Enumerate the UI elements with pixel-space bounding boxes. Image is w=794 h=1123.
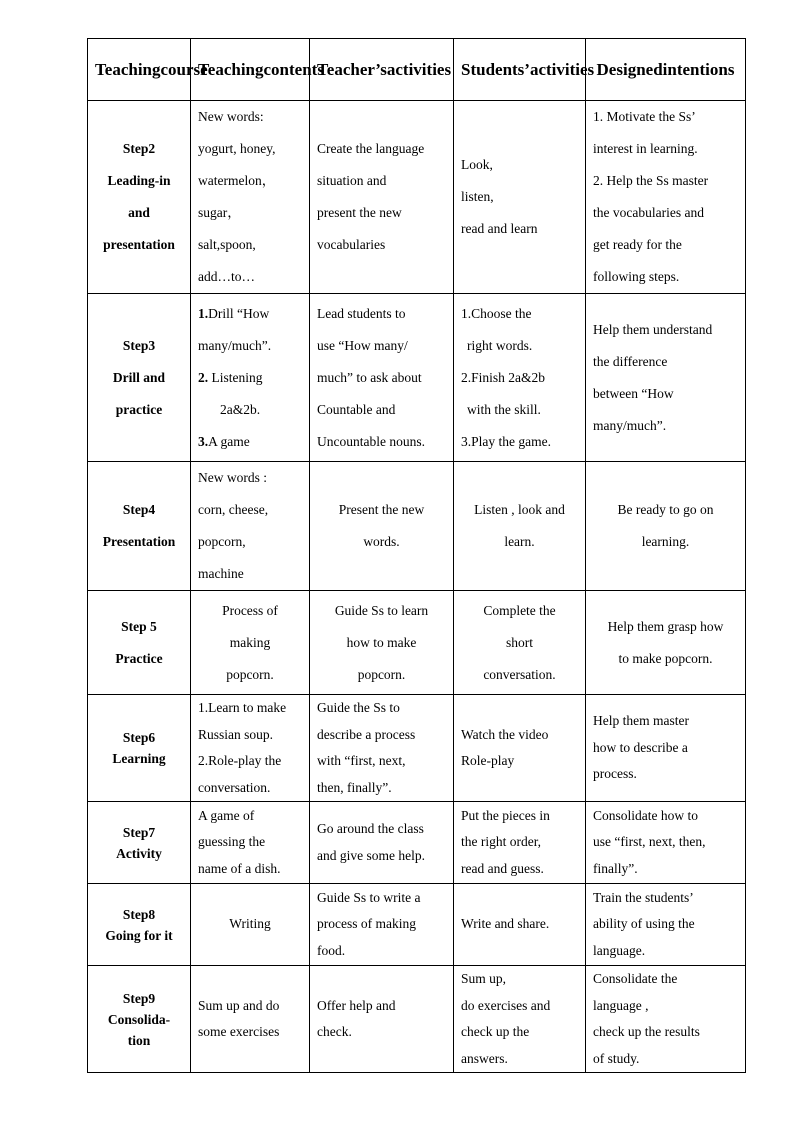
intentions-cell: Help them grasp how to make popcorn. xyxy=(586,591,746,695)
students-cell: Write and share. xyxy=(454,884,586,966)
table-row xyxy=(88,462,746,591)
contents-cell: Process of making popcorn. xyxy=(191,591,310,695)
intentions-cell: Help them understand the difference between “How many/much”. xyxy=(586,294,746,462)
intentions-cell: 1. Motivate the Ss’ interest in learning. 2. Help the Ss master the vocabularies and get ready for the following steps. xyxy=(586,101,746,294)
teacher-cell: Present the new words. xyxy=(310,462,454,591)
header-designed-intentions: Designedintentions xyxy=(586,39,746,101)
students-cell: Watch the video Role-play xyxy=(454,695,586,802)
contents-cell: 1.Drill “How many/much”. 2. Listening 2a&2b. 3.A game xyxy=(191,294,310,462)
table-row xyxy=(88,966,746,1073)
header-students-activities: Students’activities xyxy=(454,39,586,101)
table-row xyxy=(88,101,746,294)
contents-cell: Writing xyxy=(191,884,310,966)
header-row xyxy=(88,39,746,101)
lesson-plan-table xyxy=(87,38,746,1073)
intentions-cell: Train the students’ ability of using the language. xyxy=(586,884,746,966)
course-cell: Step4 Presentation xyxy=(88,462,191,591)
teacher-cell: Guide Ss to learn how to make popcorn. xyxy=(310,591,454,695)
intentions-cell: Consolidate the language , check up the results of study. xyxy=(586,966,746,1073)
course-cell: Step2 Leading-in and presentation xyxy=(88,101,191,294)
teacher-cell: Guide Ss to write a process of making food. xyxy=(310,884,454,966)
header-teaching-contents: Teachingcontents xyxy=(191,39,310,101)
course-cell: Step9 Consolida- tion xyxy=(88,966,191,1073)
table-row xyxy=(88,294,746,462)
teacher-cell: Go around the class and give some help. xyxy=(310,802,454,884)
course-cell: Step6 Learning xyxy=(88,695,191,802)
course-cell: Step7 Activity xyxy=(88,802,191,884)
teacher-cell: Offer help and check. xyxy=(310,966,454,1073)
students-cell: Listen , look and learn. xyxy=(454,462,586,591)
intentions-cell: Consolidate how to use “first, next, then, finally”. xyxy=(586,802,746,884)
intentions-cell: Help them master how to describe a process. xyxy=(586,695,746,802)
students-cell: Put the pieces in the right order, read and guess. xyxy=(454,802,586,884)
students-cell: 1.Choose the right words. 2.Finish 2a&2b with the skill. 3.Play the game. xyxy=(454,294,586,462)
contents-cell: A game of guessing the name of a dish. xyxy=(191,802,310,884)
teacher-cell: Create the language situation and present the new vocabularies xyxy=(310,101,454,294)
header-teachers-activities: Teacher’sactivities xyxy=(310,39,454,101)
teacher-cell: Guide the Ss to describe a process with “first, next, then, finally”. xyxy=(310,695,454,802)
students-cell: Complete the short conversation. xyxy=(454,591,586,695)
students-cell: Look, listen, read and learn xyxy=(454,101,586,294)
intentions-cell: Be ready to go on learning. xyxy=(586,462,746,591)
contents-cell: Sum up and do some exercises xyxy=(191,966,310,1073)
header-teaching-course: Teachingcourse xyxy=(88,39,191,101)
contents-cell: New words : corn, cheese, popcorn, machine xyxy=(191,462,310,591)
course-cell: Step8 Going for it xyxy=(88,884,191,966)
table-row xyxy=(88,695,746,802)
course-cell: Step 5 Practice xyxy=(88,591,191,695)
students-cell: Sum up, do exercises and check up the answers. xyxy=(454,966,586,1073)
contents-cell: New words: yogurt, honey, watermelon， sugar， salt,spoon, add…to… xyxy=(191,101,310,294)
course-cell: Step3 Drill and practice xyxy=(88,294,191,462)
table-row xyxy=(88,591,746,695)
teacher-cell: Lead students to use “How many/ much” to ask about Countable and Uncountable nouns. xyxy=(310,294,454,462)
table-row xyxy=(88,802,746,884)
table-row xyxy=(88,884,746,966)
contents-cell: 1.Learn to make Russian soup. 2.Role-play the conversation. xyxy=(191,695,310,802)
